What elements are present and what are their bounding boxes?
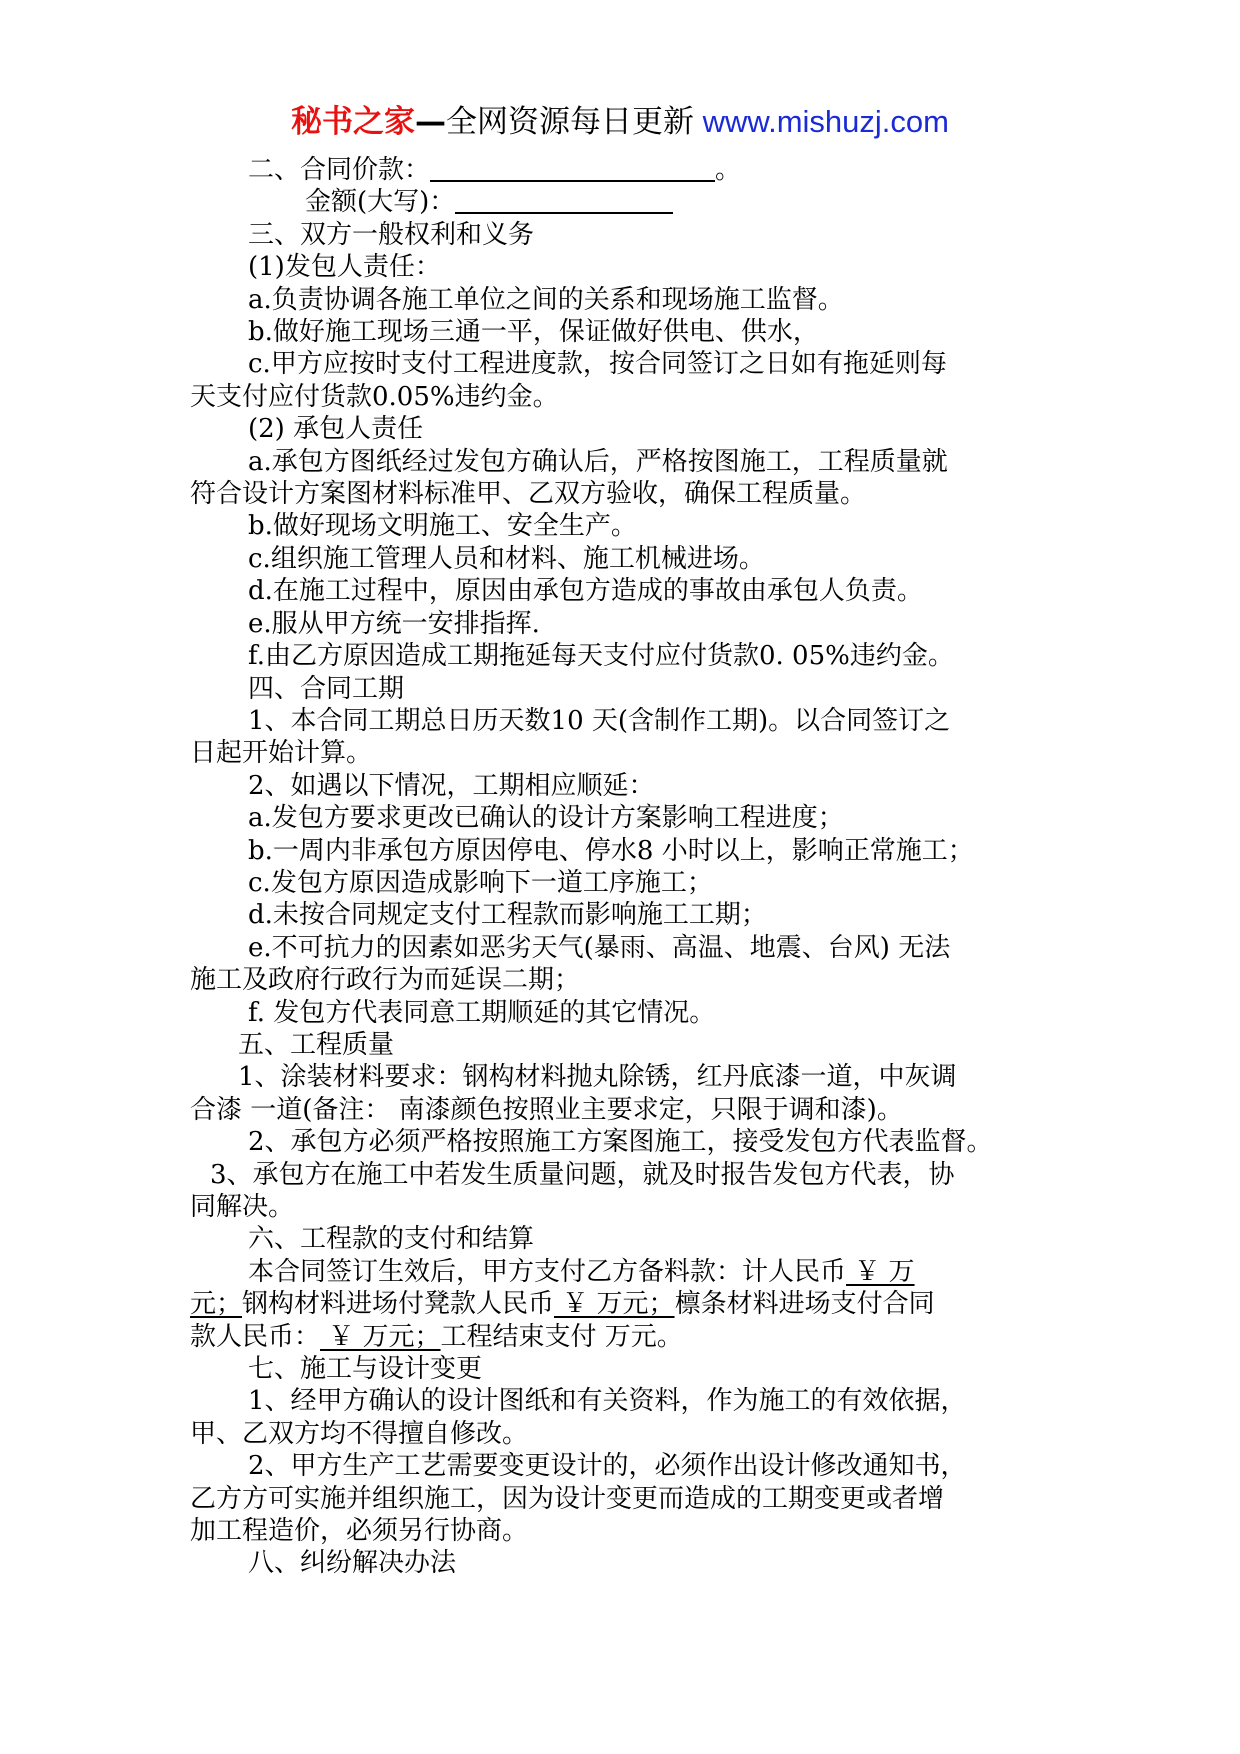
clause-line: 2、承包方必须严格按照施工方案图施工，接受发包方代表监督。 [248, 1127, 993, 1158]
payment-line [190, 1256, 1090, 1288]
line-text: 二、合同价款： [248, 155, 431, 185]
clause-line: b.一周内非承包方原因停电、停水8 小时以上，影响正常施工； [248, 835, 974, 866]
clause-line: b.做好施工现场三通一平，保证做好供电、供水， [248, 317, 819, 348]
line-text: 款人民币： [190, 1321, 321, 1352]
clause-line: e.不可抗力的因素如恶劣天气(暴雨、高温、地震、台风) 无法 [248, 932, 951, 963]
clause-line: 1、本合同工期总日历天数10 天(含制作工期)。以合同签订之 [248, 705, 951, 736]
clause-line: 同解决。 [190, 1192, 295, 1222]
section-contract-price [190, 154, 1090, 186]
section-heading: 七、施工与设计变更 [248, 1354, 483, 1385]
price-blank [430, 156, 715, 182]
site-header [0, 100, 1240, 144]
clause-line: 乙方方可实施并组织施工，因为设计变更而造成的工期变更或者增 [190, 1483, 945, 1514]
section-heading: 四、合同工期 [248, 673, 405, 704]
subsection-heading: (1)发包人责任： [248, 252, 441, 283]
clause-line: c.组织施工管理人员和材料、施工机械进场。 [248, 543, 765, 574]
clause-line: e.服从甲方统一安排指挥. [248, 608, 540, 639]
header-url[interactable]: www.mishuzj.com [694, 104, 949, 139]
clause-line: 2、如遇以下情况，工期相应顺延： [248, 770, 655, 801]
line-text: 檩条材料进场支付合同 [674, 1289, 935, 1320]
subsection-heading: (2) 承包人责任 [248, 414, 424, 445]
header-slogan: 全网资源每日更新 [446, 104, 695, 140]
clause-line: a.承包方图纸经过发包方确认后，严格按图施工，工程质量就 [248, 446, 948, 477]
section-heading: 三、双方一般权利和义务 [248, 219, 535, 250]
clause-line: a.负责协调各施工单位之间的关系和现场施工监督。 [248, 284, 844, 315]
clause-line: 1、涂装材料要求：钢构材料抛丸除锈，红丹底漆一道，中灰调 [238, 1062, 957, 1093]
clause-line: 天支付应付货款0.05%违约金。 [190, 381, 559, 412]
clause-line: 2、甲方生产工艺需要变更设计的，必须作出设计修改通知书， [248, 1451, 967, 1482]
payment-amount: ￥ 万元； [554, 1289, 675, 1320]
clause-line: 3、承包方在施工中若发生质量问题，就及时报告发包方代表，协 [210, 1159, 955, 1190]
clause-line: 1、经甲方确认的设计图纸和有关资料，作为施工的有效依据， [248, 1386, 967, 1417]
payment-amount: 元； [190, 1289, 243, 1320]
clause-line: f.由乙方原因造成工期拖延每天支付应付货款0. 05%违约金。 [248, 641, 954, 672]
clause-line: d.在施工过程中，原因由承包方造成的事故由承包人负责。 [248, 576, 923, 607]
clause-line: 施工及政府行政行为而延误二期； [190, 965, 581, 996]
payment-amount: ￥ 万元； [320, 1321, 441, 1352]
clause-line: c.甲方应按时支付工程进度款，按合同签订之日如有拖延则每 [248, 349, 947, 380]
line-text: 本合同签订生效后，甲方支付乙方备料款：计人民币 [248, 1256, 847, 1287]
clause-line: f. 发包方代表同意工期顺延的其它情况。 [248, 997, 716, 1028]
header-dash: — [415, 104, 447, 140]
clause-line: 加工程造价，必须另行协商。 [190, 1516, 529, 1547]
section-heading: 八、纠纷解决办法 [248, 1548, 457, 1579]
clause-line: 符合设计方案图材料标准甲、乙双方验收，确保工程质量。 [190, 479, 867, 510]
contract-body [190, 154, 1090, 1580]
clause-line: c.发包方原因造成影响下一道工序施工； [248, 867, 713, 898]
amount-line [190, 186, 1090, 218]
payment-line [190, 1288, 1090, 1320]
clause-line: b.做好现场文明施工、安全生产。 [248, 511, 637, 542]
payment-amount: ￥ 万 [846, 1256, 915, 1287]
amount-blank [455, 188, 673, 214]
brand-name: 秘书之家 [291, 104, 416, 140]
clause-line: 合漆 一道(备注： 南漆颜色按照业主要求定，只限于调和漆)。 [190, 1094, 903, 1125]
line-text: 。 [715, 155, 742, 185]
section-heading: 五、工程质量 [238, 1029, 395, 1060]
payment-line [190, 1321, 1090, 1353]
line-text: 钢构材料进场付凳款人民币 [242, 1289, 555, 1320]
line-text: 金额(大写)： [305, 187, 456, 218]
section-heading: 六、工程款的支付和结算 [248, 1224, 535, 1255]
clause-line: d.未按合同规定支付工程款而影响施工工期； [248, 900, 767, 931]
clause-line: 日起开始计算。 [190, 738, 373, 769]
clause-line: a.发包方要求更改已确认的设计方案影响工程进度； [248, 803, 844, 834]
clause-line: 甲、乙双方均不得擅自修改。 [190, 1418, 529, 1449]
line-text: 工程结束支付 万元。 [440, 1321, 683, 1352]
